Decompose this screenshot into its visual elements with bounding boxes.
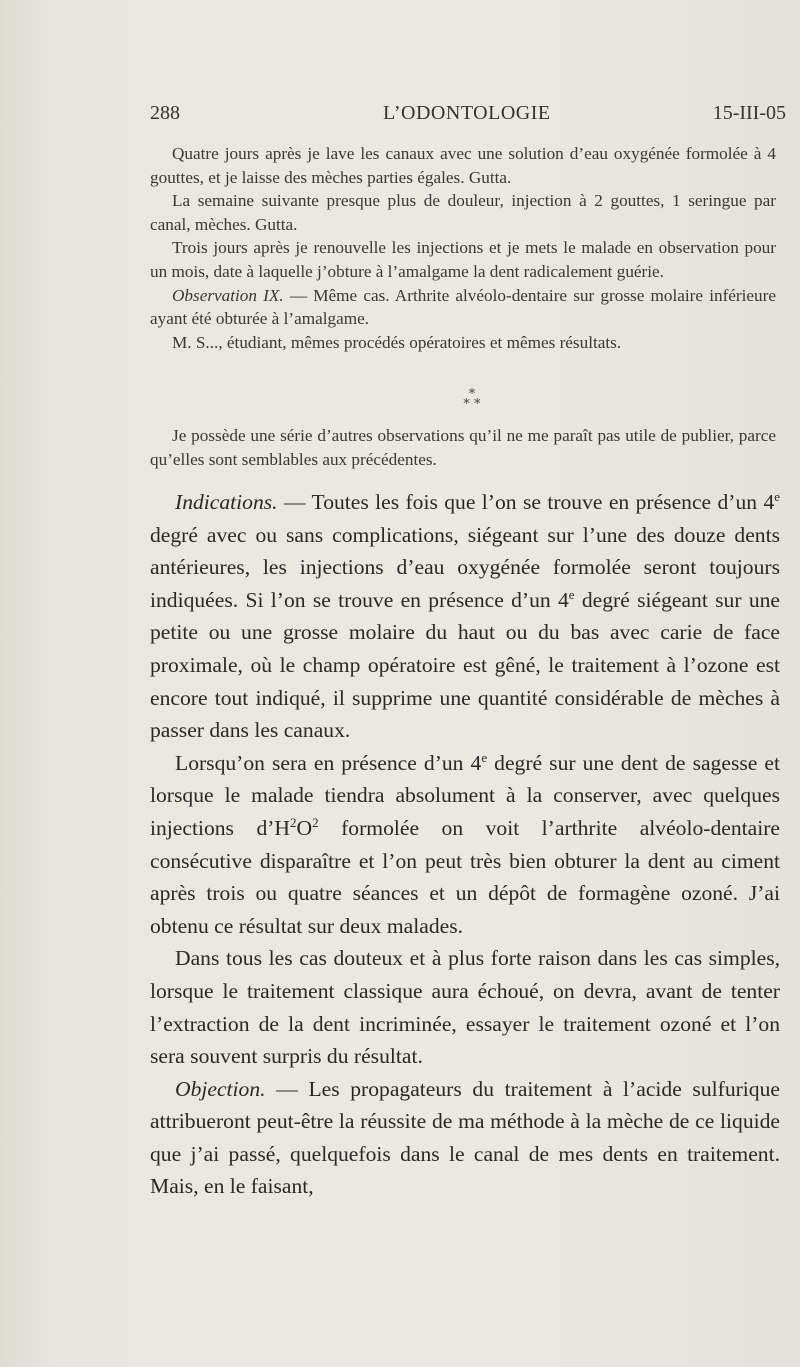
paragraph-je-possede: Je possède une série d’autres observations qu’il ne me paraît pas utile de publier, parce qu’elles sont semblables aux précédentes. (150, 426, 776, 469)
observation-label: Observation IX. (172, 285, 284, 305)
paragraph-dans-tous: Dans tous les cas douteux et à plus forte raison dans les cas simples, lorsque le traitement classique aura échoué, on devra, avant de tenter l’extraction de la dent incriminée, essayer le traitement ozoné et l’on sera souvent surpris du résultat. (150, 946, 780, 1069)
running-header (150, 102, 790, 132)
small-print-note (150, 424, 776, 471)
issue-date: 15-III-05 (712, 102, 786, 124)
observation-text: — Même cas. Arthrite alvéolo-dentaire sur grosse molaire inférieure ayant été obturée à l’amalgame. (150, 285, 777, 329)
paragraph-lorsquon: Lorsqu’on sera en présence d’un 4e degré sur une dent de sagesse et lorsque le malade tiendra absolument à la conserver, avec quelques injections $d’H^2O^2$ formolée on voit l’arthrite alvéolo-dentaire consécutive disparaître et l’on peut très bien obturer la dent au ciment après trois ou quatre séances et un dépôt de formagène ozoné. J’ai obtenu ce résultat sur deux malades. (150, 749, 780, 938)
main-text-block (150, 486, 780, 1203)
asterism-separator: * * * (463, 387, 481, 412)
paragraph-m-s: M. S..., étudiant, mêmes procédés opératoires et mêmes résultats. (172, 332, 622, 352)
paragraph-quatre-jours: Quatre jours après je lave les canaux avec une solution d’eau oxygénée formolée à 4 gouttes, et je laisse des mèches parties égales. Gutta. (150, 144, 776, 187)
indications-label: Indications. (175, 490, 278, 514)
paragraph-trois-jours: Trois jours après je renouvelle les injections et je mets le malade en observation pour un mois, date à laquelle j’obture à l’amalgame la dent radicalement guérie. (150, 238, 776, 281)
small-print-block (150, 142, 776, 354)
running-title: L’ODONTOLOGIE (383, 102, 551, 124)
page-number: 288 (150, 102, 180, 124)
paragraph-objection: Objection. — Les propagateurs du traitement à l’acide sulfurique attribueront peut-être la réussite de ma méthode à la mèche de ce liquide que j’ai passé, quelquefois dans le canal de mes dents en traitement. Mais, en le faisant, (150, 1076, 780, 1199)
paragraph-indications: Indications. — Toutes les fois que l’on se trouve en présence d’un 4e degré avec ou sans complications, siégeant sur l’une des douze dents antérieures, les injections d’eau oxygénée formolée seront toujours indiquées. Si l’on se trouve en présence d’un 4e degré siégeant sur une petite ou une grosse molaire du haut ou du bas avec carie de face proximale, où le champ opératoire est gêné, le traitement à l’ozone est encore tout indiqué, il supprime une quantité considérable de mèches à passer dans les canaux. (150, 488, 780, 743)
paragraph-observation-ix (150, 284, 776, 331)
paragraph-semaine-suivante: La semaine suivante presque plus de douleur, injection à 2 gouttes, 1 seringue par canal, mèches. Gutta. (150, 191, 776, 234)
objection-label: Objection. (175, 1076, 266, 1101)
